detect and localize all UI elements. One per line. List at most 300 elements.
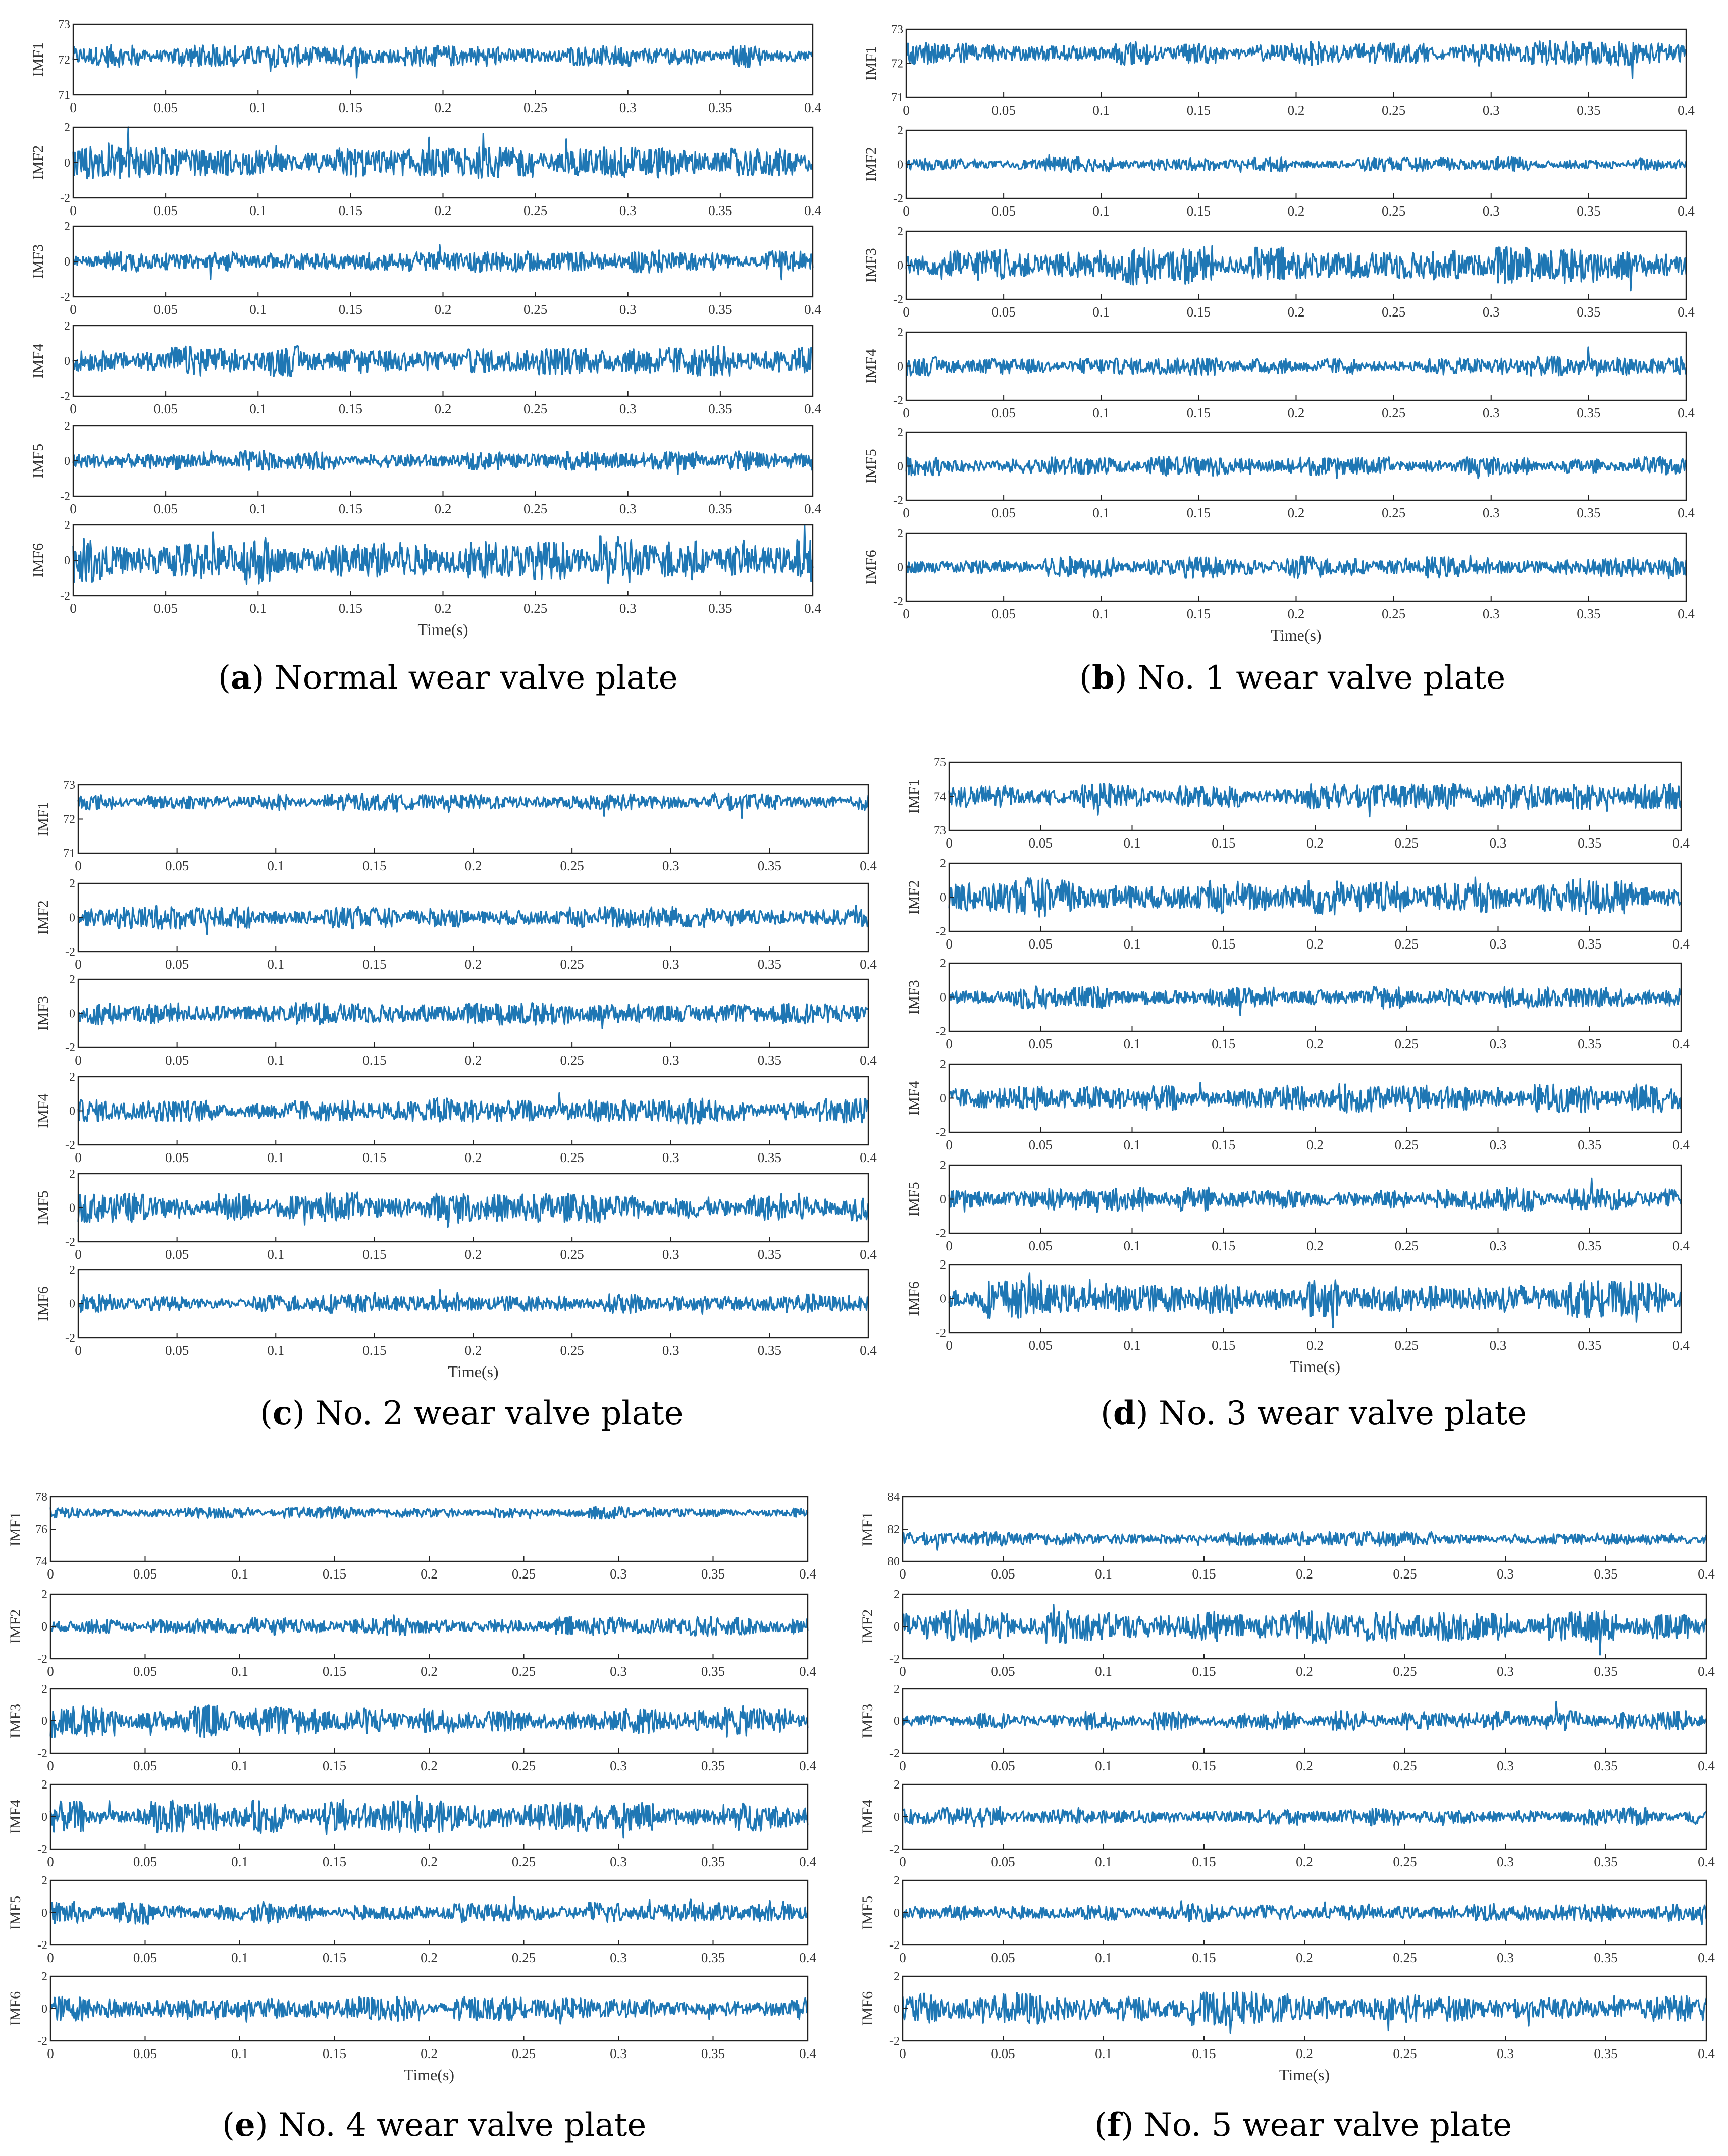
x-tick-label: 0.05 [165, 858, 189, 873]
x-tick-label: 0.15 [1192, 1854, 1216, 1869]
x-tick-label: 0.1 [267, 1053, 285, 1068]
x-tick-label: 0.25 [1382, 405, 1406, 420]
x-tick-label: 0.15 [362, 957, 387, 972]
y-tick-label: 72 [63, 813, 75, 826]
x-tick-label: 0 [70, 601, 77, 616]
x-tick-label: 0 [899, 1566, 906, 1582]
x-tick-label: 0.1 [249, 100, 267, 115]
x-tick-label: 0.3 [610, 1664, 627, 1679]
x-tick-label: 0.05 [991, 1950, 1015, 1965]
x-tick-label: 0.25 [1394, 936, 1419, 952]
x-tick-label: 0.1 [231, 1566, 248, 1582]
x-tick-label: 0.35 [757, 1150, 781, 1165]
x-tick-label: 0.15 [1212, 835, 1236, 851]
x-tick-label: 0.3 [1482, 102, 1500, 118]
imf-label: IMF4 [859, 1799, 876, 1834]
x-tick-label: 0.1 [1092, 505, 1110, 520]
x-tick-label: 0 [75, 858, 82, 873]
y-tick-label: 75 [934, 756, 946, 769]
panel-e [7, 1491, 816, 2084]
x-tick-label: 0.2 [1287, 505, 1305, 520]
y-tick-label: 2 [69, 1168, 75, 1181]
x-tick-label: 0.2 [1306, 936, 1324, 952]
x-tick-label: 0.4 [1678, 405, 1695, 420]
y-tick-label: 2 [41, 1588, 47, 1601]
y-tick-label: 0 [897, 561, 903, 574]
x-tick-label: 0.3 [1489, 936, 1507, 952]
y-tick-label: -2 [936, 1327, 946, 1340]
subplot-imf4 [35, 1071, 877, 1165]
signal-trace-imf2 [50, 1615, 808, 1636]
x-tick-label: 0.35 [1577, 606, 1601, 621]
x-tick-label: 0.2 [1306, 1137, 1324, 1152]
x-tick-label: 0 [75, 957, 82, 972]
x-tick-label: 0.1 [1092, 102, 1110, 118]
x-tick-label: 0.35 [708, 401, 732, 416]
subplot-imf4 [863, 326, 1695, 420]
caption-e: (e) No. 4 wear valve plate [222, 2106, 647, 2144]
subplot-imf5 [859, 1874, 1715, 1965]
x-tick-label: 0.3 [1482, 304, 1500, 320]
signal-trace-imf5 [73, 451, 813, 475]
x-tick-label: 0.25 [560, 1053, 584, 1068]
x-tick-label: 0.1 [267, 1343, 285, 1358]
x-tick-label: 0.4 [860, 858, 877, 873]
x-tick-label: 0.05 [153, 100, 178, 115]
x-tick-label: 0.4 [1698, 1854, 1715, 1869]
y-tick-label: 74 [934, 790, 946, 804]
y-tick-label: 2 [41, 1970, 47, 1983]
y-tick-label: 0 [940, 1092, 946, 1106]
x-tick-label: 0.15 [1192, 1566, 1216, 1582]
x-tick-label: 0.3 [1497, 2046, 1514, 2061]
x-tick-label: 0.15 [1186, 505, 1211, 520]
x-tick-label: 0 [946, 1036, 953, 1051]
x-tick-label: 0.35 [1578, 835, 1602, 851]
x-tick-label: 0 [903, 606, 910, 621]
signal-trace-imf4 [949, 1083, 1681, 1113]
x-tick-label: 0.35 [1578, 936, 1602, 952]
x-tick-label: 0.25 [1393, 2046, 1417, 2061]
subplot-imf6 [30, 519, 821, 616]
x-tick-label: 0.3 [1482, 606, 1500, 621]
x-tick-label: 0.2 [464, 957, 482, 972]
x-tick-label: 0.3 [1489, 1338, 1507, 1353]
subplot-imf1 [35, 779, 877, 873]
x-tick-label: 0.1 [249, 501, 267, 516]
x-tick-label: 0.25 [1382, 304, 1406, 320]
signal-trace-imf1 [906, 41, 1686, 78]
x-tick-label: 0.05 [165, 1053, 189, 1068]
x-tick-label: 0.35 [701, 2046, 725, 2061]
signal-trace-imf1 [949, 784, 1681, 817]
x-tick-label: 0 [75, 1053, 82, 1068]
x-tick-label: 0.05 [165, 1150, 189, 1165]
imf-label: IMF2 [35, 900, 51, 935]
x-tick-label: 0.35 [1577, 505, 1601, 520]
x-tick-label: 0.25 [560, 1343, 584, 1358]
x-tick-label: 0.15 [1186, 304, 1211, 320]
caption-d: (d) No. 3 wear valve plate [1101, 1394, 1527, 1432]
imf-label: IMF4 [35, 1093, 51, 1128]
x-tick-label: 0.1 [1123, 835, 1141, 851]
signal-trace-imf4 [50, 1795, 808, 1837]
imf-label: IMF4 [906, 1081, 922, 1116]
x-tick-label: 0 [47, 1854, 54, 1869]
x-tick-label: 0.2 [434, 302, 452, 317]
subplot-imf3 [35, 973, 877, 1068]
subplot-imf2 [35, 877, 877, 972]
signal-trace-imf1 [78, 793, 868, 818]
signal-trace-imf1 [903, 1532, 1706, 1550]
y-tick-label: 82 [887, 1523, 900, 1536]
x-tick-label: 0.4 [1672, 835, 1690, 851]
y-tick-label: 73 [58, 18, 70, 31]
x-tick-label: 0.25 [1382, 203, 1406, 219]
x-tick-label: 0.25 [560, 1247, 584, 1262]
x-tick-label: 0.25 [1394, 1238, 1419, 1253]
x-tick-label: 0 [47, 2046, 54, 2061]
x-tick-label: 0.05 [1028, 1338, 1053, 1353]
x-tick-label: 0 [903, 505, 910, 520]
x-tick-label: 0.35 [701, 1566, 725, 1582]
x-tick-label: 0.35 [757, 1053, 781, 1068]
subplot-imf3 [863, 225, 1695, 320]
x-tick-label: 0.25 [511, 2046, 536, 2061]
x-tick-label: 0 [75, 1247, 82, 1262]
x-tick-label: 0.1 [267, 1247, 285, 1262]
imf-label: IMF6 [863, 550, 879, 585]
x-tick-label: 0.1 [1092, 606, 1110, 621]
x-tick-label: 0.2 [421, 1664, 438, 1679]
x-tick-label: 0.15 [1186, 606, 1211, 621]
y-tick-label: 2 [940, 957, 946, 970]
x-tick-label: 0.05 [133, 1854, 158, 1869]
x-tick-label: 0.25 [1393, 1566, 1417, 1582]
x-tick-label: 0.1 [249, 203, 267, 218]
x-tick-label: 0.15 [362, 1247, 387, 1262]
signal-trace-imf3 [903, 1702, 1706, 1731]
x-tick-label: 0.15 [1192, 1758, 1216, 1773]
subplot-imf5 [7, 1874, 816, 1965]
x-tick-label: 0 [946, 1137, 953, 1152]
subplot-imf2 [863, 124, 1695, 219]
y-tick-label: -2 [893, 192, 903, 205]
x-tick-label: 0.35 [1594, 1950, 1618, 1965]
signal-trace-imf2 [73, 127, 813, 179]
x-tick-label: 0.05 [165, 1247, 189, 1262]
imf-label: IMF1 [30, 42, 46, 77]
x-tick-label: 0.1 [1095, 1566, 1112, 1582]
x-tick-label: 0.05 [1028, 936, 1053, 952]
x-tick-label: 0.05 [991, 304, 1016, 320]
x-axis-label: Time(s) [403, 2066, 455, 2084]
x-tick-label: 0.3 [1497, 1854, 1514, 1869]
imf-label: IMF3 [906, 980, 922, 1015]
x-tick-label: 0.3 [619, 203, 637, 218]
x-tick-label: 0.2 [434, 203, 452, 218]
signal-trace-imf2 [78, 906, 868, 934]
x-tick-label: 0.1 [1095, 1950, 1112, 1965]
signal-trace-imf4 [903, 1807, 1706, 1827]
y-tick-label: 74 [35, 1555, 47, 1568]
caption-b: (b) No. 1 wear valve plate [1079, 659, 1506, 697]
signal-trace-imf6 [78, 1290, 868, 1314]
x-tick-label: 0 [899, 1664, 906, 1679]
x-tick-label: 0.1 [249, 401, 267, 416]
x-tick-label: 0.2 [1306, 835, 1324, 851]
signal-trace-imf3 [50, 1705, 808, 1738]
y-tick-label: -2 [60, 490, 70, 503]
y-tick-label: 73 [891, 23, 903, 36]
x-tick-label: 0.1 [231, 1854, 248, 1869]
x-tick-label: 0.4 [804, 401, 821, 416]
x-axis-label: Time(s) [417, 620, 468, 639]
x-tick-label: 0.4 [799, 1950, 816, 1965]
x-tick-label: 0.3 [1497, 1758, 1514, 1773]
imf-label: IMF5 [30, 443, 46, 479]
x-tick-label: 0.35 [1594, 1854, 1618, 1869]
x-tick-label: 0.15 [338, 501, 362, 516]
x-tick-label: 0.1 [1092, 405, 1110, 420]
x-tick-label: 0.05 [1028, 835, 1053, 851]
signal-trace-imf4 [78, 1093, 868, 1124]
x-tick-label: 0.1 [1123, 1137, 1141, 1152]
y-tick-label: 72 [891, 57, 903, 71]
imf-label: IMF5 [859, 1895, 876, 1930]
x-tick-label: 0.35 [1594, 2046, 1618, 2061]
x-tick-label: 0.25 [560, 858, 584, 873]
subplot-imf5 [35, 1168, 877, 1262]
imf-label: IMF6 [859, 1991, 876, 2026]
subplot-imf6 [906, 1258, 1690, 1353]
x-tick-label: 0.3 [662, 1247, 679, 1262]
x-tick-label: 0.35 [1577, 405, 1601, 420]
x-tick-label: 0.35 [1578, 1036, 1602, 1051]
x-tick-label: 0 [899, 2046, 906, 2061]
x-tick-label: 0.25 [1393, 1664, 1417, 1679]
x-tick-label: 0.35 [708, 501, 732, 516]
y-tick-label: 73 [63, 779, 75, 792]
x-tick-label: 0.3 [662, 858, 679, 873]
y-tick-label: 0 [940, 991, 946, 1005]
x-tick-label: 0.3 [1482, 203, 1500, 219]
x-tick-label: 0.1 [267, 858, 285, 873]
x-tick-label: 0.35 [1594, 1664, 1618, 1679]
x-tick-label: 0.3 [1489, 1036, 1507, 1051]
imf-label: IMF1 [906, 779, 922, 814]
subplot-imf2 [859, 1588, 1715, 1679]
subplot-imf1 [863, 23, 1695, 118]
x-tick-label: 0.05 [991, 606, 1016, 621]
x-tick-label: 0.35 [701, 1664, 725, 1679]
x-tick-label: 0.35 [1594, 1758, 1618, 1773]
x-tick-label: 0.05 [165, 957, 189, 972]
y-tick-label: 2 [41, 1874, 47, 1887]
imf-label: IMF5 [35, 1190, 51, 1225]
x-tick-label: 0.15 [1192, 1664, 1216, 1679]
y-tick-label: -2 [65, 945, 75, 959]
x-tick-label: 0.4 [804, 501, 821, 516]
y-tick-label: -2 [37, 1843, 47, 1856]
x-tick-label: 0 [70, 203, 77, 218]
y-tick-label: 0 [940, 891, 946, 905]
y-tick-label: 2 [69, 973, 75, 986]
x-tick-label: 0.3 [1497, 1950, 1514, 1965]
x-tick-label: 0.15 [322, 1566, 347, 1582]
imf-label: IMF4 [863, 349, 879, 384]
y-tick-label: 73 [934, 824, 946, 837]
x-tick-label: 0.3 [619, 501, 637, 516]
x-tick-label: 0.05 [165, 1343, 189, 1358]
x-tick-label: 0.2 [421, 1566, 438, 1582]
y-tick-label: 2 [894, 1778, 900, 1792]
y-tick-label: 2 [64, 220, 70, 233]
imf-label: IMF1 [863, 46, 879, 81]
x-tick-label: 0.2 [1306, 1036, 1324, 1051]
x-tick-label: 0.05 [133, 1758, 158, 1773]
subplot-imf1 [7, 1491, 816, 1582]
x-tick-label: 0.25 [1394, 1338, 1419, 1353]
x-tick-label: 0.3 [610, 1566, 627, 1582]
x-axis-label: Time(s) [448, 1362, 499, 1381]
x-tick-label: 0 [903, 203, 910, 219]
imf-label: IMF4 [30, 343, 46, 379]
y-tick-label: 72 [58, 54, 70, 67]
x-tick-label: 0.15 [1192, 1950, 1216, 1965]
x-axis-label: Time(s) [1289, 1357, 1341, 1376]
x-tick-label: 0.05 [1028, 1137, 1053, 1152]
x-tick-label: 0.25 [1394, 1036, 1419, 1051]
x-tick-label: 0.1 [1095, 1854, 1112, 1869]
y-tick-label: 0 [894, 1620, 900, 1634]
panel-c [35, 779, 877, 1381]
x-tick-label: 0.35 [701, 1854, 725, 1869]
subplot-imf5 [30, 419, 821, 516]
y-tick-label: -2 [60, 192, 70, 205]
y-tick-label: -2 [65, 1236, 75, 1249]
x-tick-label: 0.1 [1095, 1758, 1112, 1773]
x-tick-label: 0.2 [434, 501, 452, 516]
x-tick-label: 0.25 [523, 601, 548, 616]
x-tick-label: 0.25 [1393, 1950, 1417, 1965]
y-tick-label: 78 [35, 1491, 47, 1504]
x-tick-label: 0.2 [421, 1950, 438, 1965]
x-tick-label: 0.35 [1578, 1238, 1602, 1253]
x-tick-label: 0.15 [338, 203, 362, 218]
x-tick-label: 0 [75, 1343, 82, 1358]
y-tick-label: 0 [64, 355, 70, 368]
x-tick-label: 0.4 [1678, 606, 1695, 621]
x-tick-label: 0 [47, 1664, 54, 1679]
x-tick-label: 0.2 [1287, 606, 1305, 621]
imf-label: IMF5 [863, 449, 879, 484]
x-tick-label: 0.35 [1577, 102, 1601, 118]
x-tick-label: 0.05 [1028, 1238, 1053, 1253]
y-tick-label: -2 [37, 2035, 47, 2048]
y-tick-label: 0 [897, 158, 903, 172]
x-tick-label: 0.05 [153, 302, 178, 317]
y-tick-label: 2 [894, 1874, 900, 1887]
x-tick-label: 0.25 [560, 957, 584, 972]
y-tick-label: -2 [889, 1939, 900, 1952]
x-tick-label: 0.3 [1489, 1238, 1507, 1253]
x-tick-label: 0.25 [511, 1758, 536, 1773]
subplot-imf6 [35, 1264, 877, 1358]
subplot-imf6 [863, 527, 1695, 621]
y-tick-label: 0 [41, 1715, 47, 1728]
y-tick-label: 0 [897, 360, 903, 374]
subplot-imf6 [859, 1970, 1715, 2061]
x-tick-label: 0.2 [421, 1854, 438, 1869]
y-tick-label: 2 [894, 1970, 900, 1983]
y-tick-label: 2 [64, 320, 70, 333]
subplot-imf3 [30, 220, 821, 317]
x-tick-label: 0.25 [523, 203, 548, 218]
y-tick-label: 0 [894, 1907, 900, 1920]
y-tick-label: 84 [887, 1491, 900, 1504]
signal-trace-imf4 [906, 347, 1686, 376]
signal-trace-imf5 [903, 1901, 1706, 1924]
x-tick-label: 0.4 [1698, 1566, 1715, 1582]
y-tick-label: 0 [64, 554, 70, 567]
x-tick-label: 0.3 [662, 1150, 679, 1165]
y-tick-label: -2 [60, 590, 70, 603]
x-tick-label: 0.05 [153, 401, 178, 416]
x-tick-label: 0 [899, 1950, 906, 1965]
y-tick-label: 2 [897, 225, 903, 238]
x-tick-label: 0.1 [1092, 304, 1110, 320]
x-tick-label: 0 [903, 405, 910, 420]
x-tick-label: 0.3 [662, 1343, 679, 1358]
x-tick-label: 0.35 [1577, 304, 1601, 320]
x-tick-label: 0.05 [1028, 1036, 1053, 1051]
x-tick-label: 0.4 [860, 957, 877, 972]
x-tick-label: 0.3 [610, 1950, 627, 1965]
x-tick-label: 0 [903, 102, 910, 118]
panel-a [30, 18, 821, 639]
x-tick-label: 0.4 [1678, 203, 1695, 219]
x-tick-label: 0.2 [1296, 1758, 1313, 1773]
x-tick-label: 0.15 [1212, 1238, 1236, 1253]
y-tick-label: -2 [893, 595, 903, 608]
x-tick-label: 0.4 [1672, 1338, 1690, 1353]
x-tick-label: 0.4 [1672, 1137, 1690, 1152]
x-tick-label: 0.25 [511, 1854, 536, 1869]
x-tick-label: 0.25 [1394, 1137, 1419, 1152]
x-tick-label: 0.35 [708, 100, 732, 115]
imf-label: IMF3 [859, 1703, 876, 1739]
x-tick-label: 0.3 [610, 2046, 627, 2061]
panel-f [859, 1491, 1715, 2084]
x-tick-label: 0.4 [799, 2046, 816, 2061]
x-tick-label: 0 [899, 1854, 906, 1869]
x-tick-label: 0.1 [249, 601, 267, 616]
x-tick-label: 0.15 [1192, 2046, 1216, 2061]
x-tick-label: 0.15 [322, 2046, 347, 2061]
y-tick-label: -2 [37, 1747, 47, 1760]
imf-label: IMF1 [7, 1511, 24, 1547]
x-tick-label: 0.35 [701, 1758, 725, 1773]
x-tick-label: 0.25 [1382, 505, 1406, 520]
x-tick-label: 0.35 [701, 1950, 725, 1965]
x-tick-label: 0 [70, 501, 77, 516]
signal-trace-imf6 [906, 556, 1686, 579]
y-tick-label: 76 [35, 1523, 47, 1536]
signal-trace-imf2 [949, 877, 1681, 917]
x-tick-label: 0.15 [1186, 102, 1211, 118]
x-tick-label: 0.3 [1497, 1664, 1514, 1679]
